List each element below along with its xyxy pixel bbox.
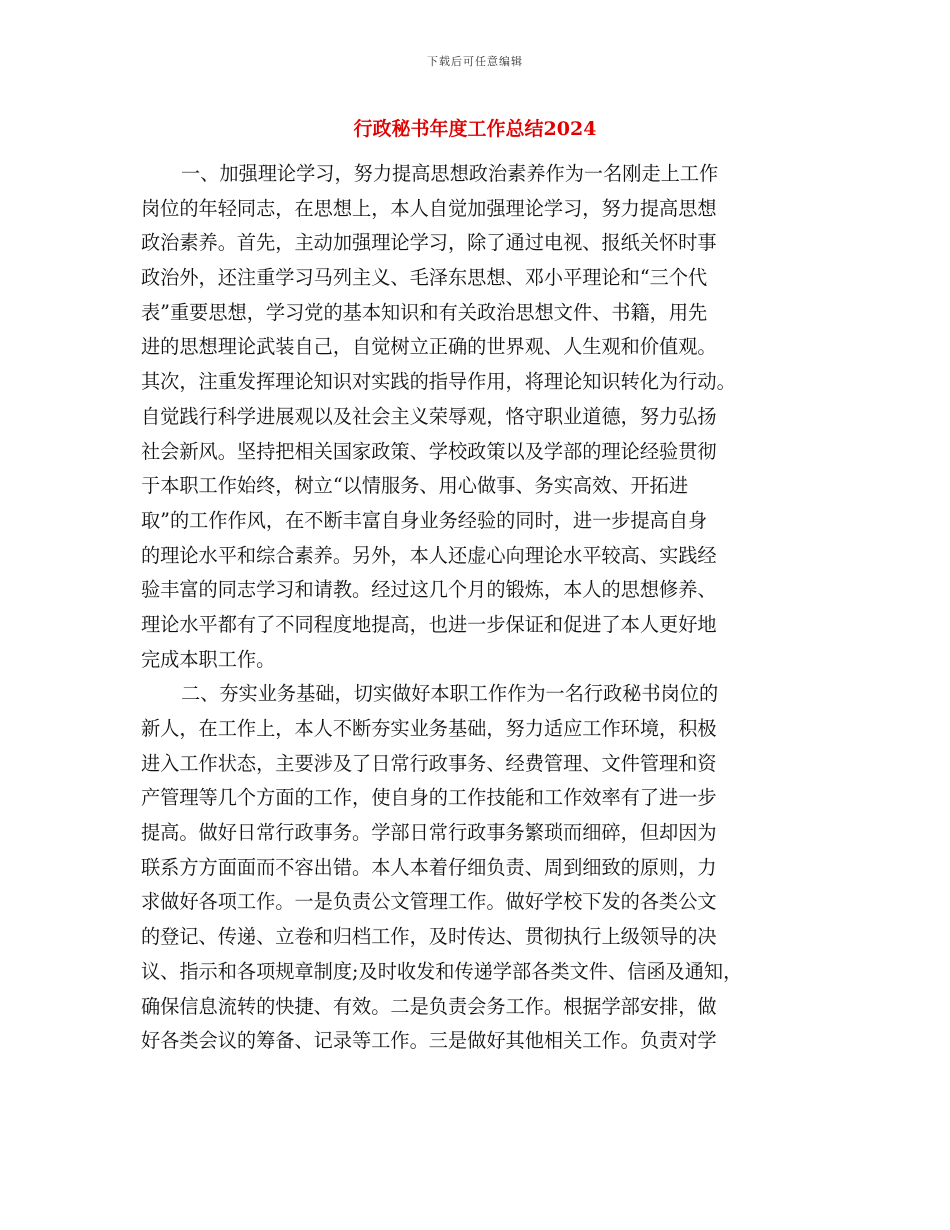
text-line: 二、夯实业务基础，切实做好本职工作作为一名行政秘书岗位的 (181, 682, 719, 706)
text-line: 理论水平都有了不同程度地提高，也进一步保证和促进了本人更好地 (141, 612, 717, 636)
text-line: 进的思想理论武装自己，自觉树立正确的世界观、人生观和价值观。 (141, 335, 717, 359)
text-line: 社会新风。坚持把相关国家政策、学校政策以及学部的理论经验贯彻 (141, 439, 717, 463)
text-line: 求做好各项工作。一是负责公文管理工作。做好学校下发的各类公文 (141, 890, 717, 914)
text-line: 的理论水平和综合素养。另外，本人还虚心向理论水平较高、实践经 (141, 543, 717, 567)
text-line: 议、指示和各项规章制度;及时收发和传递学部各类文件、信函及通知， (141, 959, 743, 983)
text-line: 岗位的年轻同志，在思想上，本人自觉加强理论学习，努力提高思想 (141, 196, 717, 220)
text-line: 于本职工作始终，树立“以情服务、用心做事、务实高效、开拓进 (141, 474, 689, 498)
text-line: 一、加强理论学习，努力提高思想政治素养作为一名刚走上工作 (181, 162, 719, 185)
text-line: 表”重要思想，学习党的基本知识和有关政治思想文件、书籍，用先 (141, 300, 708, 324)
text-line: 确保信息流转的快捷、有效。二是负责会务工作。根据学部安排，做 (141, 994, 717, 1018)
text-line: 政治外，还注重学习马列主义、毛泽东思想、邓小平理论和“三个代 (141, 266, 708, 290)
text-line: 的登记、传递、立卷和归档工作，及时传达、贯彻执行上级领导的决 (141, 925, 717, 949)
paragraph-2 (141, 677, 801, 1059)
text-line: 取”的工作作风，在不断丰富自身业务经验的同时，进一步提高自身 (141, 508, 708, 532)
text-line: 政治素养。首先，主动加强理论学习，除了通过电视、报纸关怀时事 (141, 231, 717, 255)
document-title: 行政秘书年度工作总结2024 (353, 118, 597, 140)
document-body (141, 157, 801, 1059)
text-line: 进入工作状态，主要涉及了日常行政事务、经费管理、文件管理和资 (141, 751, 717, 775)
text-line: 完成本职工作。 (141, 647, 276, 671)
text-line: 自觉践行科学进展观以及社会主义荣辱观，恪守职业道德，努力弘扬 (141, 404, 717, 428)
text-line: 验丰富的同志学习和请教。经过这几个月的锻炼，本人的思想修养、 (141, 578, 717, 602)
text-line: 联系方方面面而不容出错。本人本着仔细负责、周到细致的原则，力 (141, 855, 717, 879)
text-line: 产管理等几个方面的工作，使自身的工作技能和工作效率有了进一步 (141, 786, 717, 810)
text-line: 其次，注重发挥理论知识对实践的指导作用，将理论知识转化为行动。 (141, 370, 736, 394)
paragraph-1 (141, 157, 801, 677)
text-line: 新人，在工作上，本人不断夯实业务基础，努力适应工作环境，积极 (141, 717, 717, 740)
text-line: 好各类会议的筹备、记录等工作。三是做好其他相关工作。负责对学 (141, 1029, 717, 1053)
header-note: 下载后可任意编辑 (427, 55, 523, 68)
text-line: 提高。做好日常行政事务。学部日常行政事务繁琐而细碎，但却因为 (141, 821, 717, 845)
